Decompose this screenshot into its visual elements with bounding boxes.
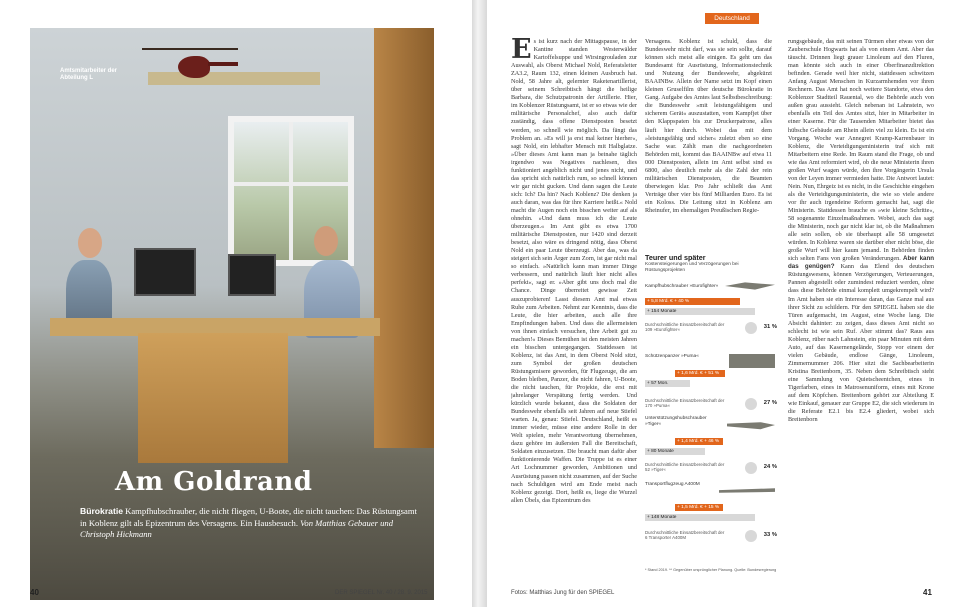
text-column-2 <box>645 38 772 263</box>
drop-cap: E <box>511 38 532 65</box>
tank-icon <box>729 354 775 368</box>
person-head <box>78 228 102 258</box>
infographic-item <box>645 354 777 408</box>
delay-bar: + 154 Monate <box>645 308 755 315</box>
helicopter-icon <box>727 418 775 432</box>
delay-bar: + 80 Monate <box>645 448 705 455</box>
cost-bar: + 1,4 Mrd. € + 46 % <box>675 438 723 445</box>
section-rubric: Deutschland <box>705 13 759 24</box>
transport-plane-icon <box>719 482 775 500</box>
person-head <box>314 226 338 256</box>
page-gutter <box>472 0 487 607</box>
cost-bar: + 1,6 Mrd. € + 51 % <box>675 370 725 377</box>
column-2-text: Versagens. Koblenz ist schuld, dass die Bundeswehr nicht darf, was sie sein sollte, darauf können sich meist alle einigen. Es geht um das Bundesamt für Ausrüstung, Informationstechnik und Nutzung der Bundeswehr, abgekürzt BAAINBw. Allein der Name setzt im Kopf einen kleinen Gruselfilm über deutsche Bürokratie in Gang. Aufgabe des Amtes laut Selbstbeschreibung: die Bundeswehr »mit leistungsfähigem und sicherem Gerät« auszustatten, vom Kampfjet über den Klappspaten bis zur Druckerpatrone, alles läuft hier durch. Wobei das mit dem »leistungsfähig und sicher« zuletzt eben so eine Sache war. Zählt man die nachgeordneten Behörden mit, kommt das BAAINBw auf etwa 11 000 Dienstposten, allein im Amt selbst sind es 6800, also deutlich mehr als die Zahl der rein militärischen Dienstposten, die Beamten überwiegen klar. Pro Jahr schließt das Amt Verträge über vier bis fünf Milliarden Euro. Es ist ein Koloss. Die Leitung sitzt in Koblenz am Rheinufer, im ehemaligen Preußischen Regie- <box>645 38 772 214</box>
article-headline: Am Goldrand <box>115 467 313 497</box>
jet-icon <box>725 280 775 292</box>
wall-shelf <box>148 72 320 85</box>
page-number-left: 40 <box>30 588 39 597</box>
infographic <box>645 254 777 586</box>
readiness-label: Durchschnittliche Einsatzbereitschaft der 52 »Tiger« <box>645 462 725 472</box>
lead-text: Kampfhubschrauber, die nicht fliegen, U-Boote, die nicht tauchen: Das Rüstungsamt in Koblenz gilt als Epizentrum des Versagens. Ein Hausbesuch. <box>80 506 417 528</box>
infographic-subtitle: Kostensteigerungen und Verzögerungen bei Rüstungsprojekten <box>645 262 739 273</box>
wood-wall <box>374 28 434 448</box>
helicopter-model-rotor <box>142 48 238 50</box>
infographic-footnote: * Stand 2019. ** Gegenüber ursprünglicher Planung. Quelle: Bundesregierung <box>645 568 777 572</box>
photo-caption: Amtsmitarbeiter der Abteilung L <box>60 68 118 81</box>
item-name: Kampfhubschrauber »Eurofighter« <box>645 284 719 289</box>
computer-monitor <box>134 248 196 296</box>
readiness-label: Durchschnittliche Einsatzbereitschaft der 109 »Eurofighter« <box>645 322 725 332</box>
delay-bar: + 57 Mon. <box>645 380 690 387</box>
readiness-percent: 33 % <box>763 532 777 538</box>
item-name: Unterstützungshubschrauber »Tiger« <box>645 416 707 427</box>
page-number-right: 41 <box>923 588 932 597</box>
helicopter-model <box>178 56 210 78</box>
column-3-text-continued: Kann das Elend des deutschen Rüstungswesens, können Verzögerungen, Verteuerungen, Pannen abgestellt oder zumindest reduziert werden, ohne dass diese Behörde einmal komplett umgekrempelt wird? Im Amt haben sie ein Interesse daran, das Ganze mal aus ihrer Sicht zu schildern. Für den SPIEGEL haben sie die Türen aufgemacht, im August, eine Woche lang. Die Absicht dahinter: zu zeigen, dass dieses Amt nicht so schlecht ist wie sein Ruf. Aber stimmt das? Raus aus Koblenz, rüber nach Lahnstein, ein paar Minuten mit dem Auto, auf das Kasernengelände, Stopp vor einem der vielen Gebäude, endlose Gänge, Linoleum, Zimmernummer 206. Hier sitzt die Sachbearbeiterin Kristina Breitenborn, 35. Neben dem Schreibtisch steht eine Sammlung von Quietscheentchen, eines in Tigerfarben, eines in Matrosenuniform, eines mit Krone auf dem Köpfchen. Breitenborn gehört zur Abteilung E wie Einkauf, genauer zur Gruppe E2, die sich wiederum in die Referate E2.1 bis E2.4 gliedert, wobei sich Breitenborn <box>788 263 934 424</box>
column-3-subhead: Aber kann das genügen? <box>788 255 934 271</box>
desk-cabinet <box>138 333 288 463</box>
article-lead <box>80 506 420 541</box>
infographic-item <box>645 416 777 472</box>
infographic-title: Teurer und später <box>645 253 706 262</box>
item-name: Transportflugzeug A400M <box>645 482 700 487</box>
readiness-percent: 31 % <box>763 324 777 330</box>
column-1-text: s ist kurz nach der Mittagspause, in der Kantine standen Westerwälder Kartoffelsuppe und Wirsingrouladen zur Auswahl, als Oberst Michael Nold, Referatsleiter ZA3.2, Raum 132, einen kleinen Ausbruch hat. Nold, 58 Jahre alt, gelernter Raketenartillerist, über seinem Schreibtisch hängt die heilige Barbara, die Schutzpatronin der Artillerie. Hier, im Koblenzer Rüstungsamt, ist er so etwas wie der militärische Personalchef, also auch dafür zuständig, dass offene Dienstposten besetzt werden, so schnell wie möglich. Da fängt das Problem an. »Es will ja erst mal keiner hierher«, sagt Nold, ein lebhafter Mensch mit Halbglatze. »Über dieses Amt kann man ja beinahe täglich irgendwo was Negatives nachlesen, dies funktioniert angeblich nicht und jenes nicht, und das spricht sich natürlich rum, so schnell können wir gar nicht gucken. Und dann sagen die Leute sich: Ich? Da hin? Nach Koblenz? Die denken ja auch daran, was das für ihre Karriere heißt.« Nold macht die Augen noch ein bisschen weiter auf als ohnehin. »Und dann muss ich die Leute überzeugen.« Im Amt gibt es etwa 1700 militärische Dienstposten, nur 1420 sind derzeit besetzt, also wäre es dringend nötig, dass Oberst Nold ein paar Leute überzeugt. Aber das, was da steigert sich sein Ärger zum Zorn, ist gar nicht mal so einfach. »Natürlich kann man immer Dinge verbessern, und natürlich läuft hier nicht alles perfekt«, sagt er. »Aber gibt uns doch mal die Chance. Dinge überreitet gewisse Zeit auszuprobieren! Lasst diesem Amt mal etwas Ruhe zum Arbeiten. Nehmt zur Kenntnis, dass die Leute, die hier arbeiten, auch alle ihre Empfindungen haben. Und dass die allermeisten von ihnen einfach versuchen, ihre Arbeit gut zu machen!« Dieses Bemühen ist den meisten Jahren ein bisschen untergegangen. Stattdessen ist Koblenz, ist das Amt, in dem Oberst Nold sitzt, zum Symbol der großen deutschen Rüstungsmisere geworden, für Flugzeuge, die am Boden bleiben, Panzer, die nicht fahren, U-Boote, die nicht tauchen, für Projekte, die erst mit jahrelanger Verspätung fertig werden. Und kürzlich wurde bekannt, dass die Soldaten der Bundeswehr ebenfalls seit Jahren auf neue Stiefel warten. Ja, genau: Stiefel. Deutschland, heißt es immer wieder, müsse eine andere Rolle in der Welt spielen, mehr Verantwortung übernehmen, dazu gehöre im äußersten Fall die Bereitschaft, Soldaten einzusetzen. Die braucht man dafür aber funktionierende Waffen. Die Truppe ist es einer Art Lochnummer geworden, Ambitionen und Ausrüstung passen nicht zusammen, auf der Suche nach Schuldigen wird am Ende meist nach Koblenz gezeigt. Dort, heißt es, liege die Wurzel allen Übels, das Epizentrum des <box>511 38 637 504</box>
infographic-item <box>645 482 777 540</box>
photo-credit: Fotos: Matthias Jung für den SPIEGEL <box>511 590 615 596</box>
lead-kicker: Bürokratie <box>80 506 123 516</box>
item-name: Schützenpanzer »Puma« <box>645 354 699 359</box>
readiness-percent: 27 % <box>763 400 777 406</box>
text-column-1 <box>511 38 637 583</box>
helicopter-model-tail <box>208 62 238 66</box>
left-page <box>0 0 472 607</box>
infographic-item <box>645 284 777 332</box>
cost-bar: + 1,5 Mrd. € + 15 % <box>675 504 723 511</box>
text-column-3 <box>788 38 934 583</box>
readiness-pie-icon <box>745 530 757 542</box>
readiness-pie-icon <box>745 462 757 474</box>
readiness-pie-icon <box>745 322 757 334</box>
computer-monitor <box>228 254 276 296</box>
readiness-label: Durchschnittliche Einsatzbereitschaft der 170 »Puma« <box>645 398 725 408</box>
magazine-folio: DER SPIEGEL Nr. 40 / 28. 9. 2015 <box>335 590 428 596</box>
right-page <box>487 0 959 607</box>
delay-bar: + 148 Monate <box>645 514 755 521</box>
cost-bar: + 5,8 Mrd. € + 40 % <box>645 298 740 305</box>
readiness-pie-icon <box>745 398 757 410</box>
readiness-label: Durchschnittliche Einsatzbereitschaft der 6 Transporter A400M <box>645 530 725 540</box>
column-3-text: rungsgebäude, das mit seinen Türmen eher etwas von der Zauberschule Hogwarts hat als von einem Amt. Aber das täuscht. Drinnen liegt grauer Linoleum auf den Fluren, man könnte sich auch in einer Oberfinanzdirektion befinden. Gerade weil hier nicht, stattdessen schwitzen Anfang August Menschen in Kurzarmhemden vor ihren Rechnern. Das Amt hat noch weitere Standorte, etwa den Koblenzer Stadtteil Rauental, wo die Behörde auch von außen grau aussieht. Gleich nebenan ist Lahnstein, wo ebenfalls ein Teil des Amtes sitzt, hier in Mitarbeiter in einer Kaserne. Für die Tausenden Mitarbeiter bietet das hübsche Gebäude am Rhein allein viel zu klein. Es ist ein Vorgang. Woche war Annegret Kramp-Karrenbauer in Koblenz, die Verteidigungsministerin traf sich mit Mitarbeitern eine Rede. Im Raum stand die Frage, ob und wie das Amt reformiert wird, ob die neue Ministerin ihren großen Wurf wagen würde, den ihre Vorgängerin Ursula von der Leyen immer vermieden hatte. Die Antwort lautet: Nein. Nun, Ehrgeiz ist es nicht, in die Geschichte eingehen als die Verteidigungsministerin, die wie so viele andere vor ihr auch irgendeine Reform gemacht hat, sagt die Ministerin. Stattdessen brauche es »wie kleine Schritte«, 58 sogenannte Einzelmaßnahmen. Wobei, auch das sagt die Ministerin, noch gar nicht klar ist, ob die Maßnahmen alle sein sollen, ob sie überhaupt alle 58 umgesetzt würden. In Koblenz waren sie darüber eher nicht böse, die große Wurf will hier kaum jemand. In Behörden finden sich selten Fans von großen Veränderungen. <box>788 38 934 263</box>
readiness-percent: 24 % <box>763 464 777 470</box>
lead-byline: Von Matthias Gebauer und Christoph Hickmann <box>80 517 393 540</box>
